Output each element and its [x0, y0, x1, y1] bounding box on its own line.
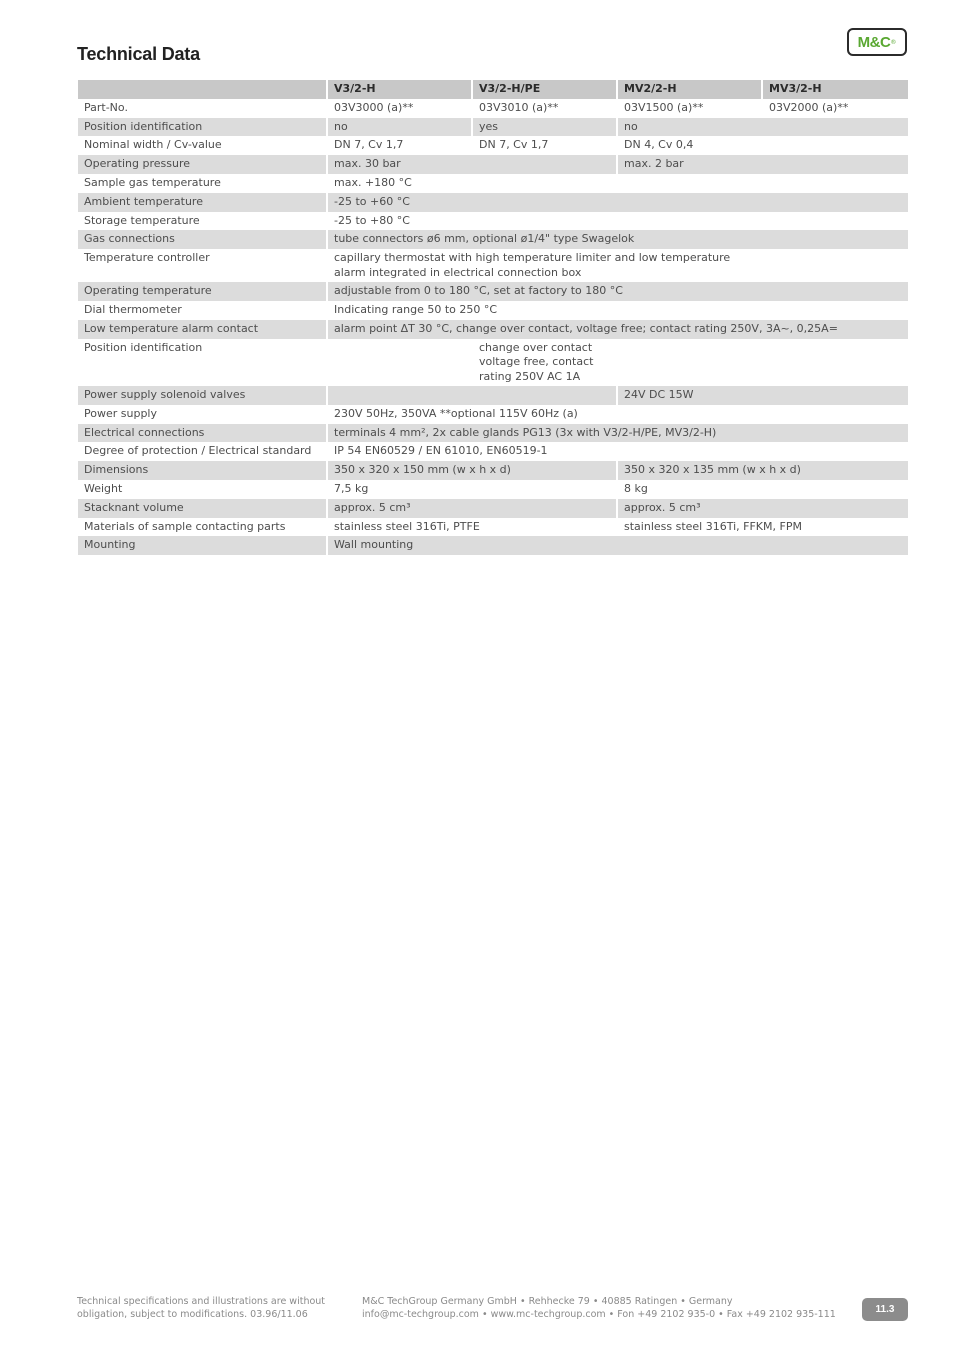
- cell-value: DN 4, Cv 0,4: [617, 136, 908, 155]
- cell-value: 350 x 320 x 150 mm (w x h x d): [327, 461, 617, 480]
- table-row: [78, 499, 908, 518]
- cell-value: -25 to +80 °C: [327, 212, 908, 231]
- row-label: Mounting: [78, 536, 327, 555]
- cell-value: stainless steel 316Ti, PTFE: [327, 518, 617, 537]
- row-label: Dimensions: [78, 461, 327, 480]
- table-row: [78, 155, 908, 174]
- header-cell-v3-2-h: V3/2-H: [327, 80, 472, 99]
- footer-disclaimer: Technical specifications and illustrations are without obligation, subject to modifications. 03.96/11.06: [77, 1296, 326, 1320]
- table-row: [78, 118, 908, 137]
- row-label: Operating temperature: [78, 282, 327, 301]
- header-cell-mv3-2-h: MV3/2-H: [762, 80, 908, 99]
- table-row: [78, 442, 908, 461]
- row-label: Gas connections: [78, 230, 327, 249]
- registered-mark: ®: [890, 38, 897, 46]
- row-label: Operating pressure: [78, 155, 327, 174]
- cell-value: DN 7, Cv 1,7: [327, 136, 472, 155]
- cell-value: approx. 5 cm³: [327, 499, 617, 518]
- cell-value: 350 x 320 x 135 mm (w x h x d): [617, 461, 908, 480]
- row-label: Power supply solenoid valves: [78, 386, 327, 405]
- row-label: Nominal width / Cv-value: [84, 138, 222, 152]
- footer-company-line: M&C TechGroup Germany GmbH • Rehhecke 79 • 40885 Ratingen • Germany: [362, 1296, 733, 1307]
- cell-value: 03V1500 (a)**: [617, 99, 762, 118]
- header-cell-mv2-2-h: MV2/2-H: [617, 80, 762, 99]
- table-row: [78, 230, 908, 249]
- cell-value: approx. 5 cm³: [617, 499, 908, 518]
- cell-value: change over contact voltage free, contact rating 250V AC 1A: [472, 339, 617, 387]
- cell-value: no: [327, 118, 472, 137]
- table-row: [78, 249, 908, 282]
- table-row: [78, 339, 908, 387]
- row-label: Stacknant volume: [78, 499, 327, 518]
- row-label: Storage temperature: [84, 213, 200, 227]
- cell-value: 24V DC 15W: [617, 386, 908, 405]
- cell-value: tube connectors ø6 mm, optional ø1/4" type Swagelok: [327, 230, 908, 249]
- page-title: Technical Data: [77, 44, 200, 64]
- mc-logo: [847, 28, 907, 56]
- row-label: Weight: [84, 482, 123, 496]
- cell-value: 7,5 kg: [327, 480, 617, 499]
- row-label: Temperature controller: [84, 251, 210, 265]
- row-label: Ambient temperature: [78, 193, 327, 212]
- cell-value: Wall mounting: [327, 536, 908, 555]
- row-label: Part-No.: [84, 100, 128, 114]
- table-row: [78, 193, 908, 212]
- row-label: Power supply: [84, 406, 157, 420]
- table-row: [78, 480, 908, 499]
- table-row: [78, 461, 908, 480]
- cell-value: capillary thermostat with high temperature limiter and low temperature alarm integrated in electrical connection box: [327, 249, 762, 282]
- row-label: Sample gas temperature: [84, 175, 221, 189]
- logo-text: M&C: [857, 33, 891, 51]
- cell-value: Indicating range 50 to 250 °C: [327, 301, 908, 320]
- footer-contact-line: info@mc-techgroup.com • www.mc-techgroup.com • Fon +49 2102 935-0 • Fax +49 2102 935-111: [362, 1308, 836, 1320]
- table-row: [78, 536, 908, 555]
- cell-value: DN 7, Cv 1,7: [472, 136, 617, 155]
- cell-empty: [327, 339, 472, 387]
- header-cell-empty: [78, 80, 327, 99]
- table-row: [78, 282, 908, 301]
- cell-value: yes: [472, 118, 617, 137]
- cell-value: max. +180 °C: [327, 174, 908, 193]
- table-row: [78, 136, 908, 155]
- cell-value: max. 2 bar: [617, 155, 908, 174]
- cell-empty: [327, 386, 617, 405]
- cell-empty: [617, 339, 908, 387]
- row-label: Degree of protection / Electrical standard: [84, 444, 312, 458]
- table-row: [78, 301, 908, 320]
- cell-value: no: [617, 118, 908, 137]
- cell-value: 8 kg: [617, 480, 908, 499]
- cell-value: adjustable from 0 to 180 °C, set at factory to 180 °C: [327, 282, 908, 301]
- table-row: [78, 320, 908, 339]
- cell-value: IP 54 EN60529 / EN 61010, EN60519-1: [327, 442, 908, 461]
- cell-value: stainless steel 316Ti, FFKM, FPM: [617, 518, 908, 537]
- table-row: [78, 99, 908, 118]
- row-label: Low temperature alarm contact: [78, 320, 327, 339]
- cell-value: max. 30 bar: [327, 155, 617, 174]
- cell-value: 03V3010 (a)**: [472, 99, 617, 118]
- cell-value: 230V 50Hz, 350VA **optional 115V 60Hz (a): [327, 405, 908, 424]
- cell-value: -25 to +60 °C: [327, 193, 908, 212]
- table-row: [78, 518, 908, 537]
- cell-value: 03V3000 (a)**: [327, 99, 472, 118]
- cell-value: 03V2000 (a)**: [762, 99, 908, 118]
- technical-data-table: [78, 80, 908, 555]
- cell-empty: [762, 249, 908, 282]
- cell-value: terminals 4 mm², 2x cable glands PG13 (3x with V3/2-H/PE, MV3/2-H): [327, 424, 908, 443]
- table-header-row: [78, 80, 908, 99]
- table-row: [78, 386, 908, 405]
- page-number-badge: 11.3: [862, 1298, 908, 1321]
- footer-company-info: [362, 1296, 842, 1321]
- table-row: [78, 405, 908, 424]
- cell-value: alarm point ΔT 30 °C, change over contact, voltage free; contact rating 250V, 3A~, 0,25A=: [327, 320, 908, 339]
- row-label: Materials of sample contacting parts: [84, 519, 286, 533]
- row-label: Position identification: [78, 118, 327, 137]
- table-row: [78, 174, 908, 193]
- header-cell-v3-2-h-pe: V3/2-H/PE: [472, 80, 617, 99]
- row-label: Position identification: [84, 340, 203, 354]
- table-row: [78, 212, 908, 231]
- table-row: [78, 424, 908, 443]
- row-label: Electrical connections: [78, 424, 327, 443]
- row-label: Dial thermometer: [84, 302, 182, 316]
